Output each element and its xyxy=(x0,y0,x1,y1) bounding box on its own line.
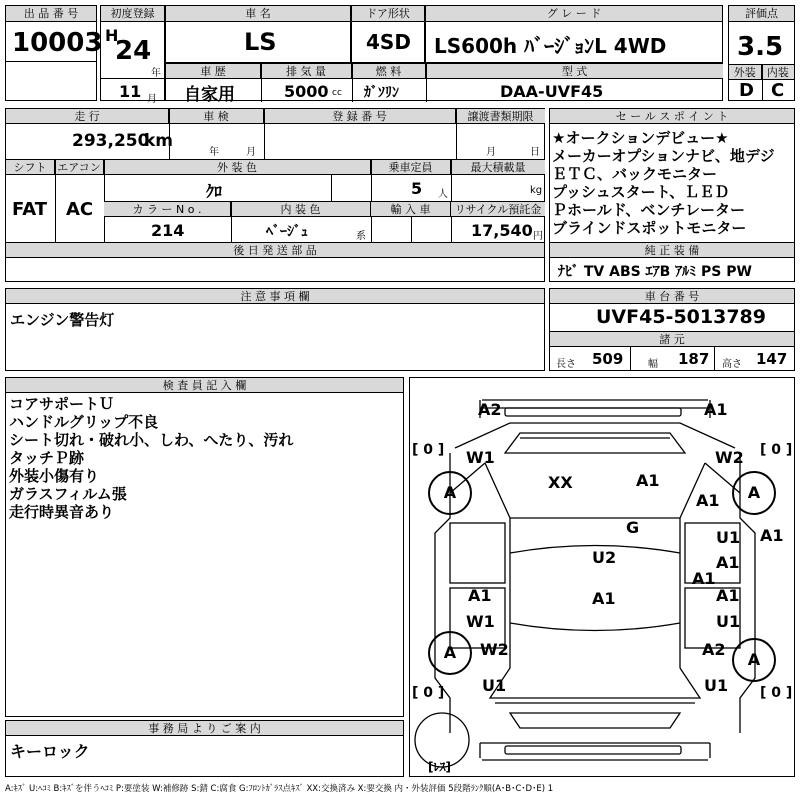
history-value: 自家用 xyxy=(184,85,235,105)
damage-mark: A1 xyxy=(592,589,616,608)
recycle-label: リサイクル預託金 xyxy=(451,202,545,217)
damage-diagram xyxy=(409,377,795,777)
damage-mark: G xyxy=(626,518,640,537)
height-value: 147 xyxy=(756,350,788,368)
inspector-line: ハンドルグリップ不良 xyxy=(9,413,159,431)
footer-legend: A:ｷｽﾞ U:ﾍｺﾐ B:ｷｽﾞを伴うﾍｺﾐ P:要塗装 W:補修跡 S:錆 C:腐食 G:ﾌﾛﾝﾄｶﾞﾗｽ点ｷｽﾞ XX:交換済み X:要交換 内・外装評価 5段階ﾗﾝｸ順(A･B･C･D･E) 1 xyxy=(5,784,554,794)
import-label: 輸 入 車 xyxy=(371,202,451,217)
door-label: ドア形状 xyxy=(352,6,424,22)
first-reg-box xyxy=(100,5,165,105)
inspector-box xyxy=(5,377,404,717)
damage-mark: A2 xyxy=(702,640,726,659)
capacity-unit: 人 xyxy=(438,189,448,200)
lot-box xyxy=(5,5,103,101)
detail-grid xyxy=(5,108,545,282)
chassis-label: 車 台 番 号 xyxy=(550,289,794,304)
int-color-unit: 系 xyxy=(356,231,366,242)
damage-mark: W1 xyxy=(466,448,495,467)
grade-label: グ レ ー ド xyxy=(426,6,722,22)
later-parts-label: 後 日 発 送 部 品 xyxy=(6,243,544,258)
wheel-rear-right: A xyxy=(732,638,776,682)
inspection-month-unit: 月 xyxy=(246,147,256,158)
length-value: 509 xyxy=(592,350,624,368)
damage-mark: U2 xyxy=(592,548,617,567)
office-text: キーロック xyxy=(10,742,90,761)
int-color-value: ﾍﾞｰｼﾞｭ xyxy=(266,224,308,240)
damage-mark: W2 xyxy=(480,640,509,659)
tire-rear-right: [ 0 ] xyxy=(760,685,793,701)
inspection-label: 車 検 xyxy=(169,109,264,124)
damage-mark: U1 xyxy=(482,676,507,695)
ac-value: AC xyxy=(66,199,94,220)
ac-label: エアコン xyxy=(55,160,104,175)
interior-score: C xyxy=(771,80,785,101)
model-label: 車 名 xyxy=(166,6,350,22)
damage-mark: A1 xyxy=(760,526,784,545)
inspector-line: シート切れ・破れ小、しわ、へたり、汚れ xyxy=(9,431,294,449)
damage-mark: W1 xyxy=(466,612,495,631)
interior-label: 内装 xyxy=(762,65,795,80)
damage-mark: A2 xyxy=(478,400,502,419)
notes-text: エンジン警告灯 xyxy=(10,311,115,329)
tire-front-left: [ 0 ] xyxy=(412,442,445,458)
month-unit: 月 xyxy=(147,94,157,105)
spec-label: 諸 元 xyxy=(550,332,794,347)
history-label: 車 歴 xyxy=(166,64,261,79)
score-box xyxy=(728,5,795,101)
transfer-day-unit: 日 xyxy=(530,147,540,158)
reg-no-label: 登 録 番 号 xyxy=(264,109,456,124)
era: H xyxy=(105,26,119,45)
inspector-line: コアサポートＵ xyxy=(9,395,115,413)
damage-mark: A1 xyxy=(636,471,660,490)
sales-point-line: Ｐホールド、ベンチレーター xyxy=(552,201,746,219)
recycle-unit: 円 xyxy=(533,231,543,242)
sales-point-line: ＥＴＣ、バックモニター xyxy=(552,165,718,183)
chassis-number: UVF45-5013789 xyxy=(596,306,766,328)
wheel-rear-left: A xyxy=(428,631,472,675)
history-row xyxy=(165,63,723,105)
damage-mark: U1 xyxy=(716,612,741,631)
door-value: 4SD xyxy=(366,30,411,54)
transfer-label: 譲渡書類期限 xyxy=(456,109,545,124)
damage-mark: XX xyxy=(548,473,573,492)
spare-label: [ﾚｽ] xyxy=(428,760,451,774)
color-no-label: カ ラ ー N o . xyxy=(104,202,231,217)
notes-box xyxy=(5,288,545,371)
tire-rear-left: [ 0 ] xyxy=(412,685,445,701)
model-name: LS xyxy=(244,28,277,56)
width-value: 187 xyxy=(678,350,710,368)
notes-label: 注 意 事 項 欄 xyxy=(6,289,544,304)
damage-mark: U1 xyxy=(704,676,729,695)
damage-mark: A1 xyxy=(704,400,728,419)
year-unit: 年 xyxy=(151,68,161,79)
damage-mark: A1 xyxy=(696,491,720,510)
score-value: 3.5 xyxy=(737,32,784,62)
damage-mark: A1 xyxy=(716,586,740,605)
capacity-label: 乗車定員 xyxy=(371,160,451,175)
mileage-label: 走 行 xyxy=(6,109,169,124)
capacity-value: 5 xyxy=(411,179,423,198)
score-label: 評価点 xyxy=(729,6,794,22)
equipment-label: 純 正 装 備 xyxy=(550,243,794,258)
color-no-value: 214 xyxy=(151,221,185,240)
tire-front-right: [ 0 ] xyxy=(760,442,793,458)
grade-value: LS600h ﾊﾞｰｼﾞｮﾝL 4WD xyxy=(434,34,667,58)
sales-point-line: メーカーオプションナビ、地デジ xyxy=(552,147,775,165)
model-box xyxy=(165,5,351,63)
ext-color-label: 外 装 色 xyxy=(104,160,371,175)
equipment-items: ﾅﾋﾞ TV ABS ｴｱB ｱﾙﾐ PS PW xyxy=(558,264,752,280)
displacement-unit: cc xyxy=(332,88,342,98)
inspection-year-unit: 年 xyxy=(209,147,219,158)
max-load-unit: kg xyxy=(530,185,543,196)
sales-points-label: セ ー ル ス ポ イ ン ト xyxy=(550,109,794,124)
width-label: 幅 xyxy=(648,359,658,370)
shift-value: FAT xyxy=(12,199,48,220)
exterior-score: D xyxy=(739,80,754,101)
length-label: 長さ xyxy=(556,359,576,370)
chassis-box xyxy=(549,288,795,371)
reg-month: 11 xyxy=(119,82,142,101)
displacement-label: 排 気 量 xyxy=(261,64,352,79)
mileage-unit: km xyxy=(144,131,174,151)
exterior-label: 外装 xyxy=(729,65,762,80)
wheel-front-right: A xyxy=(732,471,776,515)
type-label: 型 式 xyxy=(426,64,723,79)
office-label: 事 務 局 よ り ご 案 内 xyxy=(6,721,403,736)
height-label: 高さ xyxy=(722,359,742,370)
int-color-label: 内 装 色 xyxy=(231,202,371,217)
fuel-value: ｶﾞｿﾘﾝ xyxy=(364,85,399,101)
ext-color-value: ｸﾛ xyxy=(206,182,223,201)
inspector-label: 検 査 員 記 入 欄 xyxy=(6,378,403,393)
door-box xyxy=(351,5,425,63)
sales-points-box xyxy=(549,108,795,282)
lot-number: 10003 xyxy=(12,28,103,58)
damage-mark: U1 xyxy=(716,528,741,547)
transfer-month-unit: 月 xyxy=(486,147,496,158)
damage-mark: A1 xyxy=(716,553,740,572)
recycle-value: 17,540 xyxy=(471,221,533,240)
damage-mark: A1 xyxy=(468,586,492,605)
sales-point-line: ブラインドスポットモニター xyxy=(552,219,747,237)
shift-label: シフト xyxy=(6,160,55,175)
fuel-label: 燃 料 xyxy=(352,64,426,79)
mileage-value: 293,250 xyxy=(72,131,150,151)
inspector-line: 走行時異音あり xyxy=(9,503,115,521)
car-outline xyxy=(410,378,796,778)
sales-point-line: ★オークションデビュー★ xyxy=(552,129,729,147)
reg-year: 24 xyxy=(115,36,152,66)
wheel-front-left: A xyxy=(428,471,472,515)
grade-box xyxy=(425,5,723,63)
inspector-line: ガラスフィルム張 xyxy=(9,485,127,503)
damage-mark: W2 xyxy=(715,448,744,467)
max-load-label: 最大積載量 xyxy=(451,160,545,175)
sales-point-line: プッシュスタート、ＬＥＤ xyxy=(552,183,730,201)
lot-label: 出 品 番 号 xyxy=(6,6,96,22)
damage-mark: A1 xyxy=(692,569,716,588)
inspector-line: タッチＰ跡 xyxy=(9,449,85,467)
displacement-value: 5000 xyxy=(284,82,329,101)
first-reg-label: 初度登録 xyxy=(101,6,164,22)
inspector-line: 外装小傷有り xyxy=(9,467,100,485)
type-value: DAA-UVF45 xyxy=(500,82,604,101)
office-box xyxy=(5,720,404,777)
